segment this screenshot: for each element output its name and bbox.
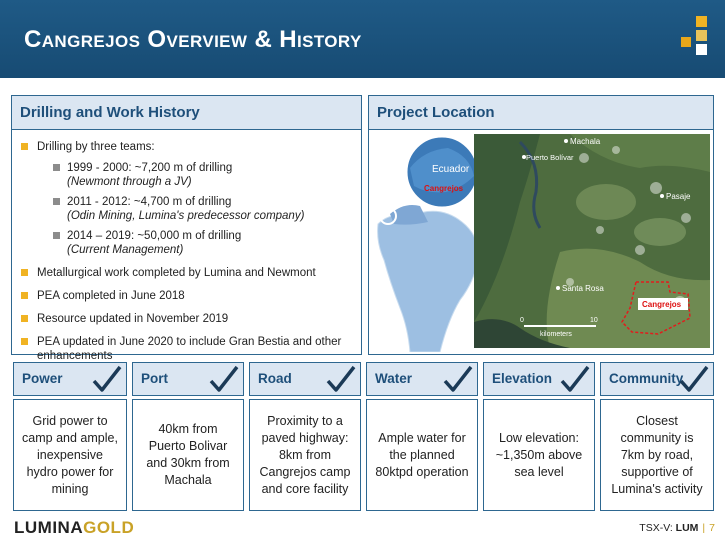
checkmark-icon	[443, 365, 473, 393]
cangrejos-inset-label: Cangrejos	[424, 184, 464, 193]
location-panel	[368, 95, 714, 355]
drilling-panel	[11, 95, 362, 362]
port-header: Port	[132, 362, 244, 396]
page-title: Cangrejos Overview & History	[24, 26, 362, 53]
list-item: Metallurgical work completed by Lumina and Newmont	[20, 266, 353, 280]
road-header: Road	[249, 362, 361, 396]
checkmark-icon	[679, 365, 709, 393]
scale-unit: kilometers	[540, 331, 572, 338]
lumina-gold-logo: LUMINAGOLD	[14, 518, 135, 537]
project-location-map	[370, 132, 712, 352]
road-description: Proximity to a paved highway: 8km from Cangrejos camp and core facility	[249, 399, 361, 511]
drilling-panel-title: Drilling and Work History	[12, 96, 361, 130]
port-description: 40km from Puerto Bolivar and 30km from Machala	[132, 399, 244, 511]
list-sub-note: (Current Management)	[67, 244, 184, 256]
scale-zero: 0	[520, 317, 524, 324]
page-number: 7	[709, 522, 715, 534]
footer-ticker: TSX-V: LUM | 7	[639, 522, 715, 534]
power-description: Grid power to camp and ample, inexpensive hydro power for mining	[13, 399, 127, 511]
elevation-description: Low elevation: ~1,350m above sea level	[483, 399, 595, 511]
scale-ten: 10	[590, 317, 598, 324]
ecuador-label: Ecuador	[432, 164, 470, 175]
checkmark-icon	[560, 365, 590, 393]
machala-label: Machala	[570, 137, 601, 146]
list-item: PEA updated in June 2020 to include Gran Bestia and other enhancements	[20, 335, 353, 363]
header-bar	[0, 0, 725, 78]
water-description: Ample water for the planned 80ktpd operation	[366, 399, 478, 511]
checkmark-icon	[92, 365, 122, 393]
south-america-shape	[378, 211, 479, 352]
pasaje-label: Pasaje	[666, 192, 691, 201]
puerto-bolivar-label: Puerto Bolívar	[526, 153, 574, 162]
power-header: Power	[13, 362, 127, 396]
elevation-header: Elevation	[483, 362, 595, 396]
list-sub-item: 1999 - 2000: ~7,200 m of drilling (Newmont through a JV)	[20, 161, 353, 189]
drilling-list	[20, 140, 353, 370]
list-sub-note: (Odin Mining, Lumina's predecessor company)	[67, 210, 305, 222]
list-sub-item: 2014 – 2019: ~50,000 m of drilling (Current Management)	[20, 229, 353, 257]
decorative-squares-icon	[676, 16, 710, 60]
list-item: Resource updated in November 2019	[20, 312, 353, 326]
location-panel-title: Project Location	[369, 96, 713, 130]
list-item: PEA completed in June 2018	[20, 289, 353, 303]
santa-rosa-label: Santa Rosa	[562, 284, 604, 293]
community-header: Community	[600, 362, 714, 396]
checkmark-icon	[326, 365, 356, 393]
list-item: Drilling by three teams:	[20, 140, 353, 154]
water-header: Water	[366, 362, 478, 396]
list-sub-note: (Newmont through a JV)	[67, 176, 192, 188]
checkmark-icon	[209, 365, 239, 393]
community-description: Closest community is 7km by road, supportive of Lumina's activity	[600, 399, 714, 511]
cangrejos-map-label: Cangrejos	[642, 300, 682, 309]
list-sub-item: 2011 - 2012: ~4,700 m of drilling (Odin Mining, Lumina's predecessor company)	[20, 195, 353, 223]
